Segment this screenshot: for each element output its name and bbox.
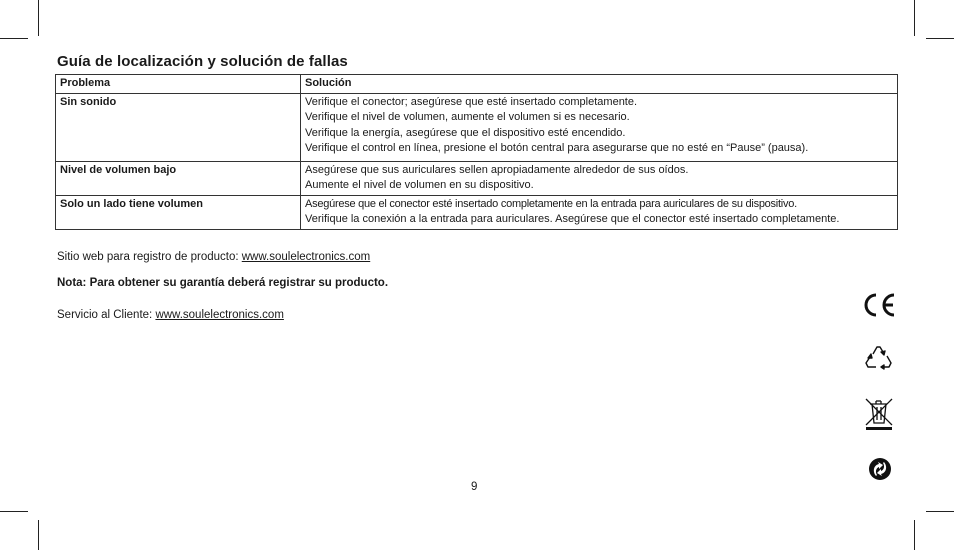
solution-cell (301, 195, 898, 229)
solution-line: Verifique el conector; asegúrese que esté insertado completamente. (305, 95, 638, 108)
table-row (56, 195, 898, 229)
ce-mark-icon (861, 292, 897, 318)
header-solution: Solución (301, 75, 898, 94)
table-header-row (56, 75, 898, 94)
crop-mark (914, 0, 915, 36)
recycle-icon (862, 341, 895, 373)
warranty-note: Nota: Para obtener su garantía deberá registrar su producto. (57, 277, 389, 289)
page-number: 9 (471, 481, 478, 493)
solution-line: Verifique la energía, asegúrese que el dispositivo esté encendido. (305, 126, 626, 139)
service-text (57, 309, 284, 321)
crop-mark (38, 0, 39, 36)
header-problem: Problema (56, 75, 301, 94)
weee-crossed-bin-icon (864, 397, 894, 431)
solution-line: Aumente el nivel de volumen en su dispositivo. (305, 179, 534, 191)
troubleshooting-table (55, 74, 898, 230)
solution-line: Verifique la conexión a la entrada para auriculares. Asegúrese que el conector esté insertado completamente. (305, 213, 840, 225)
crop-mark (38, 520, 39, 550)
registration-text (57, 251, 370, 263)
solution-line: Verifique el control en línea, presione el botón central para asegurarse que no esté en “Pause” (pausa). (305, 142, 809, 154)
crop-mark (0, 38, 28, 39)
registration-link[interactable]: www.soulelectronics.com (241, 251, 371, 263)
solution-cell (301, 93, 898, 161)
table-row (56, 161, 898, 195)
service-link[interactable]: www.soulelectronics.com (155, 309, 284, 321)
crop-mark (0, 511, 28, 512)
solution-line: Asegúrese que el conector esté insertado completamente en la entrada para auriculares de su dispositivo. (305, 197, 797, 210)
solution-line: Verifique el nivel de volumen, aumente el volumen si es necesario. (305, 111, 630, 123)
problem-cell: Sin sonido (56, 93, 301, 161)
table-row (56, 93, 898, 161)
crop-mark (914, 520, 915, 550)
solution-cell (301, 161, 898, 195)
problem-cell: Solo un lado tiene volumen (56, 195, 301, 229)
green-dot-icon (867, 456, 893, 482)
crop-mark (926, 38, 954, 39)
problem-cell: Nivel de volumen bajo (56, 161, 301, 195)
crop-mark (926, 511, 954, 512)
registration-label: Sitio web para registro de producto: (57, 251, 242, 263)
solution-line: Asegúrese que sus auriculares sellen apropiadamente alrededor de sus oídos. (305, 163, 689, 176)
service-label: Servicio al Cliente: (57, 309, 156, 321)
page-title: Guía de localización y solución de fallas (57, 53, 348, 70)
